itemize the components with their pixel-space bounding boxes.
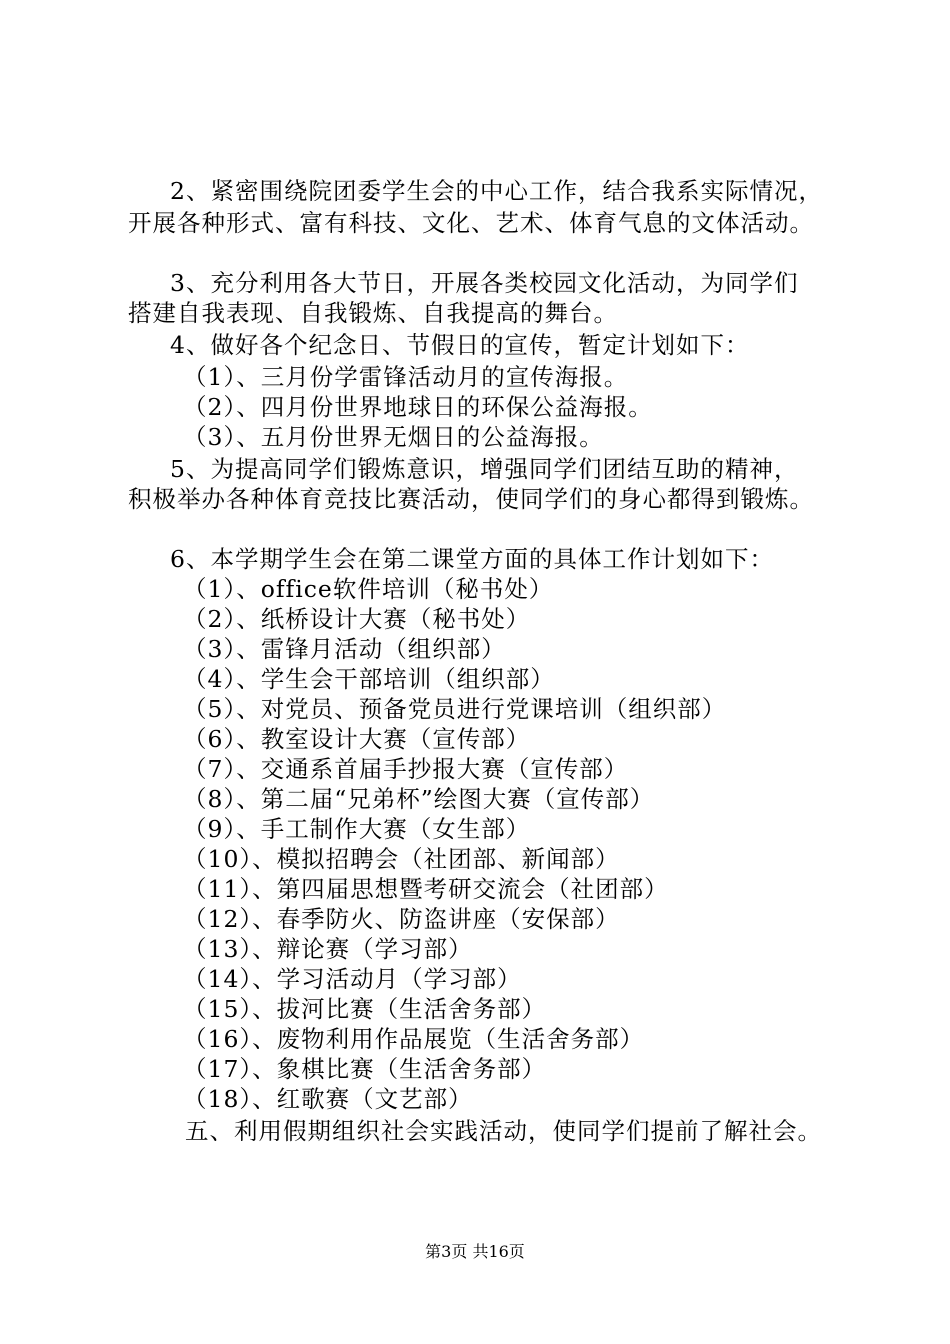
list-item: （13）、辩论赛（学习部） bbox=[183, 935, 473, 963]
paragraph-5-line-2: 积极举办各种体育竞技比赛活动，使同学们的身心都得到锻炼。 bbox=[128, 485, 814, 513]
list-item: （8）、第二届“兄弟杯”绘图大赛（宣传部） bbox=[183, 785, 655, 813]
list-item: （2）、纸桥设计大赛（秘书处） bbox=[183, 605, 531, 633]
list-item: （16）、废物利用作品展览（生活舍务部） bbox=[183, 1025, 645, 1053]
list-item: （5）、对党员、预备党员进行党课培训（组织部） bbox=[183, 695, 727, 723]
list-item: （6）、教室设计大赛（宣传部） bbox=[183, 725, 531, 753]
list-item: （4）、学生会干部培训（组织部） bbox=[183, 665, 555, 693]
list-item: （7）、交通系首届手抄报大赛（宣传部） bbox=[183, 755, 629, 783]
page-footer: 第3页 共16页 bbox=[425, 1242, 525, 1261]
list-item: （18）、红歌赛（文艺部） bbox=[183, 1085, 473, 1113]
list-item: （15）、拔河比赛（生活舍务部） bbox=[183, 995, 547, 1023]
paragraph-3-line-2: 搭建自我表现、自我锻炼、自我提高的舞台。 bbox=[128, 299, 618, 327]
paragraph-2-line-1: 2、紧密围绕院团委学生会的中心工作，结合我系实际情况， bbox=[170, 177, 823, 205]
list-item: （11）、第四届思想暨考研交流会（社团部） bbox=[183, 875, 669, 903]
section-5-heading: 五、利用假期组织社会实践活动，使同学们提前了解社会。 bbox=[185, 1117, 822, 1145]
list-item: （9）、手工制作大赛（女生部） bbox=[183, 815, 531, 843]
paragraph-5-line-1: 5、为提高同学们锻炼意识，增强同学们团结互助的精神， bbox=[170, 455, 799, 483]
list-item: （3）、雷锋月活动（组织部） bbox=[183, 635, 506, 663]
list-item: （1）、三月份学雷锋活动月的宣传海报。 bbox=[183, 363, 629, 391]
list-item: （12）、春季防火、防盗讲座（安保部） bbox=[183, 905, 620, 933]
list-item: （14）、学习活动月（学习部） bbox=[183, 965, 522, 993]
paragraph-3-line-1: 3、充分利用各大节日，开展各类校园文化活动，为同学们 bbox=[170, 269, 799, 297]
paragraph-2-line-2: 开展各种形式、富有科技、文化、艺术、体育气息的文体活动。 bbox=[128, 209, 814, 237]
list-item: （3）、五月份世界无烟日的公益海报。 bbox=[183, 423, 604, 451]
paragraph-4-line-1: 4、做好各个纪念日、节假日的宣传，暂定计划如下： bbox=[170, 331, 750, 359]
list-item: （1）、office软件培训（秘书处） bbox=[183, 575, 554, 603]
paragraph-6-line-1: 6、本学期学生会在第二课堂方面的具体工作计划如下： bbox=[170, 545, 774, 573]
list-item: （10）、模拟招聘会（社团部、新闻部） bbox=[183, 845, 620, 873]
list-item: （17）、象棋比赛（生活舍务部） bbox=[183, 1055, 547, 1083]
list-item: （2）、四月份世界地球日的环保公益海报。 bbox=[183, 393, 653, 421]
